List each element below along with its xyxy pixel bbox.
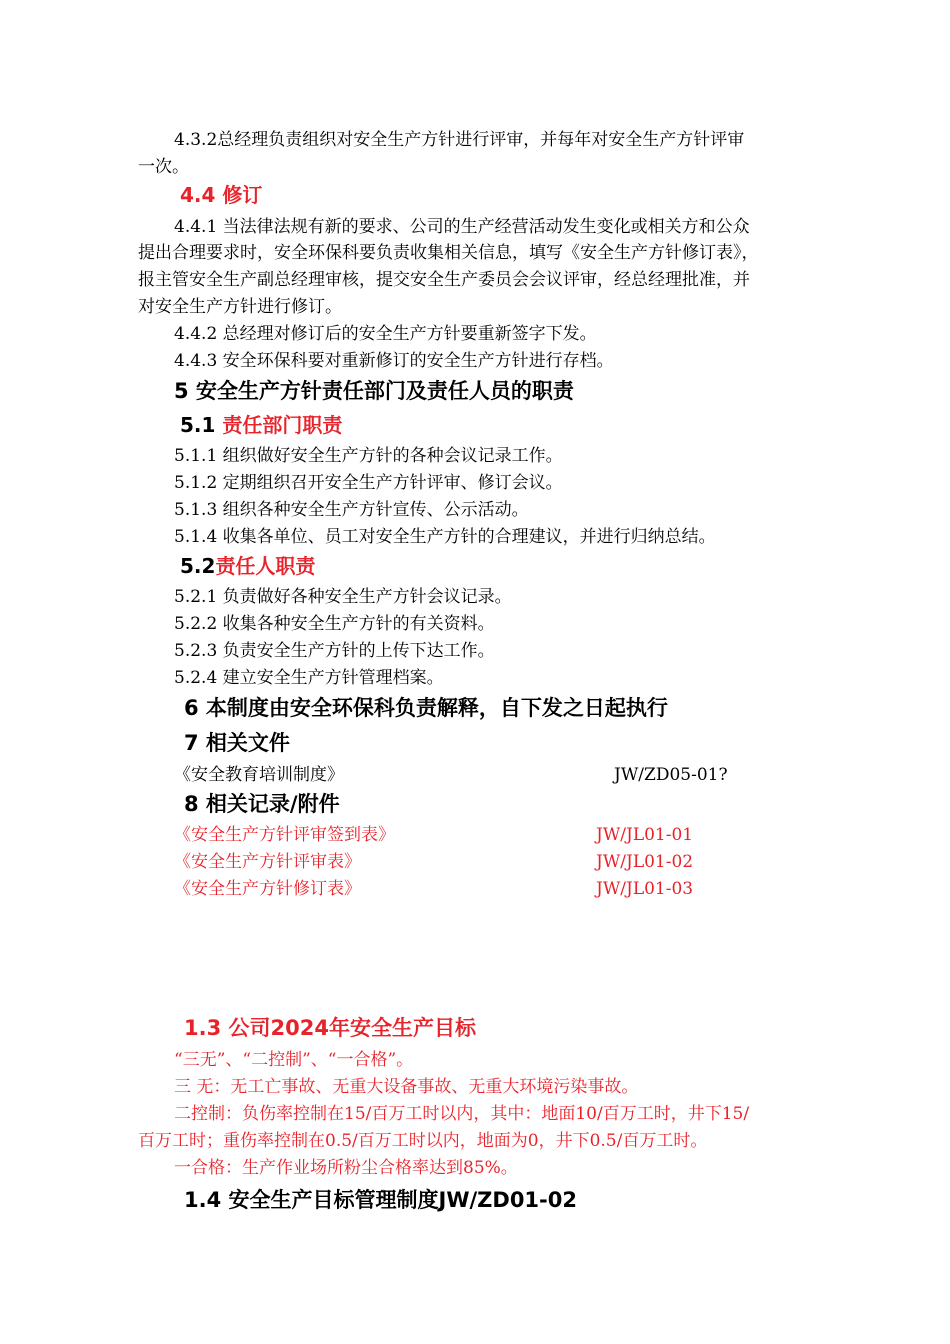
list-item: 5.2.4 建立安全生产方针管理档案。 (174, 668, 444, 688)
heading-1-4: 1.4 安全生产目标管理制度JW/ZD01-02 (184, 1188, 577, 1212)
heading-4-4: 4.4 修订 (180, 183, 263, 207)
record-code: JW/JL01-03 (596, 879, 694, 899)
record-name: 《安全生产方针修订表》 (174, 879, 361, 899)
heading-5: 5 安全生产方针责任部门及责任人员的职责 (174, 379, 574, 403)
paragraph-4-4-1-line-2: 提出合理要求时，安全环保科要负责收集相关信息，填写《安全生产方针修订表》， (138, 243, 759, 263)
heading-5-1-title: 责任部门职责 (222, 413, 343, 437)
paragraph-4-4-1-line-3: 报主管安全生产副总经理审核，提交安全生产委员会会议评审，经总经理批准，并 (138, 270, 750, 290)
heading-1-3: 1.3 公司2024年安全生产目标 (184, 1016, 476, 1040)
related-document-code: JW/ZD05-01? (614, 765, 728, 785)
goal-erkong-line-2: 百万工时；重伤率控制在0.5/百万工时以内，地面为0，井下0.5/百万工时。 (138, 1131, 708, 1151)
heading-5-1-number: 5.1 (180, 413, 223, 437)
heading-5-2-number: 5.2 (180, 554, 216, 578)
record-name: 《安全生产方针评审签到表》 (174, 825, 395, 845)
list-item: 5.2.2 收集各种安全生产方针的有关资料。 (174, 614, 495, 634)
heading-5-1 (180, 411, 342, 439)
record-code: JW/JL01-02 (596, 852, 694, 872)
list-item: 5.2.1 负责做好各种安全生产方针会议记录。 (174, 587, 512, 607)
heading-7: 7 相关文件 (184, 731, 290, 755)
goal-yihege: 一合格：生产作业场所粉尘合格率达到85%。 (174, 1158, 518, 1178)
list-item: 5.2.3 负责安全生产方针的上传下达工作。 (174, 641, 495, 661)
list-item: 5.1.1 组织做好安全生产方针的各种会议记录工作。 (174, 446, 563, 466)
paragraph-4-3-2-line-2: 一次。 (138, 157, 189, 177)
heading-5-2 (180, 552, 315, 580)
heading-8: 8 相关记录/附件 (184, 792, 340, 816)
paragraph-4-4-2: 4.4.2 总经理对修订后的安全生产方针要重新签字下发。 (174, 324, 597, 344)
list-item: 5.1.2 定期组织召开安全生产方针评审、修订会议。 (174, 473, 563, 493)
paragraph-4-4-1-line-4: 对安全生产方针进行修订。 (138, 297, 342, 317)
goal-sanwu: 三 无：无工亡事故、无重大设备事故、无重大环境污染事故。 (174, 1077, 639, 1097)
heading-5-2-title: 责任人职责 (215, 554, 316, 578)
paragraph-4-3-2-line-1: 4.3.2总经理负责组织对安全生产方针进行评审，并每年对安全生产方针评审 (174, 130, 745, 150)
list-item: 5.1.3 组织各种安全生产方针宣传、公示活动。 (174, 500, 529, 520)
goal-erkong-line-1: 二控制：负伤率控制在15/百万工时以内，其中：地面10/百万工时，井下15/ (174, 1104, 750, 1124)
heading-6: 6 本制度由安全环保科负责解释，自下发之日起执行 (184, 696, 668, 720)
record-code: JW/JL01-01 (596, 825, 694, 845)
paragraph-4-4-1-line-1: 4.4.1 当法律法规有新的要求、公司的生产经营活动发生变化或相关方和公众 (174, 217, 750, 237)
related-document-name: 《安全教育培训制度》 (174, 765, 344, 785)
goals-summary: “三无”、“二控制”、“一合格”。 (174, 1050, 414, 1070)
paragraph-4-4-3: 4.4.3 安全环保科要对重新修订的安全生产方针进行存档。 (174, 351, 614, 371)
record-name: 《安全生产方针评审表》 (174, 852, 361, 872)
list-item: 5.1.4 收集各单位、员工对安全生产方针的合理建议，并进行归纳总结。 (174, 527, 716, 547)
